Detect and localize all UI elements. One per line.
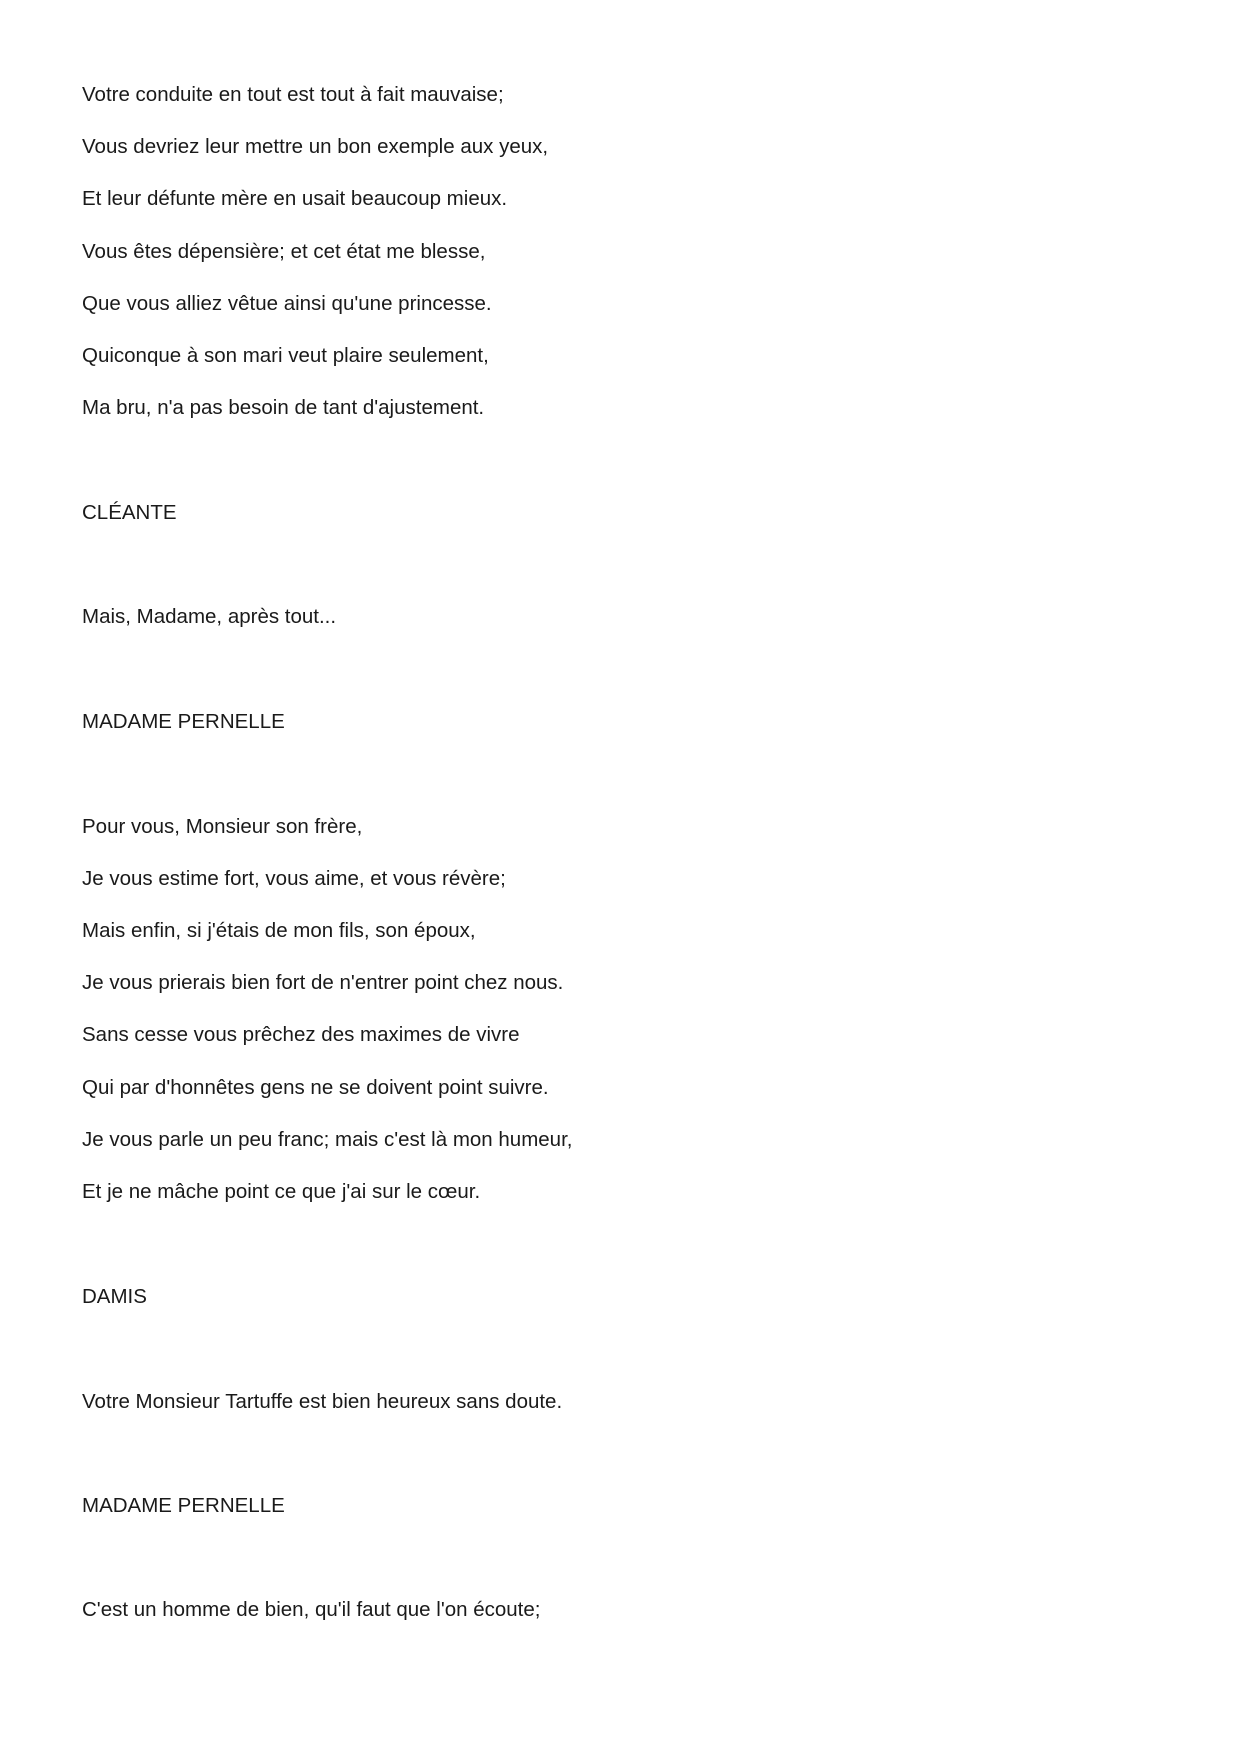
speaker-name: DAMIS [82, 1285, 147, 1308]
verse-line: Vous êtes dépensière; et cet état me blesse, [82, 240, 486, 263]
verse-line: Mais, Madame, après tout... [82, 605, 337, 628]
verse-line: Quiconque à son mari veut plaire seulement, [82, 344, 489, 367]
verse-line: Votre Monsieur Tartuffe est bien heureux sans doute. [82, 1390, 563, 1413]
verse-line: Et je ne mâche point ce que j'ai sur le cœur. [82, 1180, 481, 1203]
verse-line: Mais enfin, si j'étais de mon fils, son époux, [82, 919, 476, 942]
verse-line: Votre conduite en tout est tout à fait mauvaise; [82, 83, 504, 106]
verse-line: Que vous alliez vêtue ainsi qu'une princesse. [82, 292, 492, 315]
speaker-name: MADAME PERNELLE [82, 710, 285, 733]
verse-line: Pour vous, Monsieur son frère, [82, 815, 363, 838]
verse-line: Sans cesse vous prêchez des maximes de vivre [82, 1023, 520, 1046]
verse-line: Qui par d'honnêtes gens ne se doivent point suivre. [82, 1076, 549, 1099]
verse-line: Je vous parle un peu franc; mais c'est là mon humeur, [82, 1128, 573, 1151]
verse-line: Et leur défunte mère en usait beaucoup mieux. [82, 187, 508, 210]
speaker-name: CLÉANTE [82, 501, 177, 524]
verse-line: Je vous prierais bien fort de n'entrer point chez nous. [82, 971, 564, 994]
verse-line: Je vous estime fort, vous aime, et vous révère; [82, 867, 506, 890]
verse-line: C'est un homme de bien, qu'il faut que l'on écoute; [82, 1598, 541, 1621]
verse-line: Ma bru, n'a pas besoin de tant d'ajustement. [82, 396, 485, 419]
speaker-name: MADAME PERNELLE [82, 1494, 285, 1517]
verse-line: Vous devriez leur mettre un bon exemple aux yeux, [82, 135, 549, 158]
